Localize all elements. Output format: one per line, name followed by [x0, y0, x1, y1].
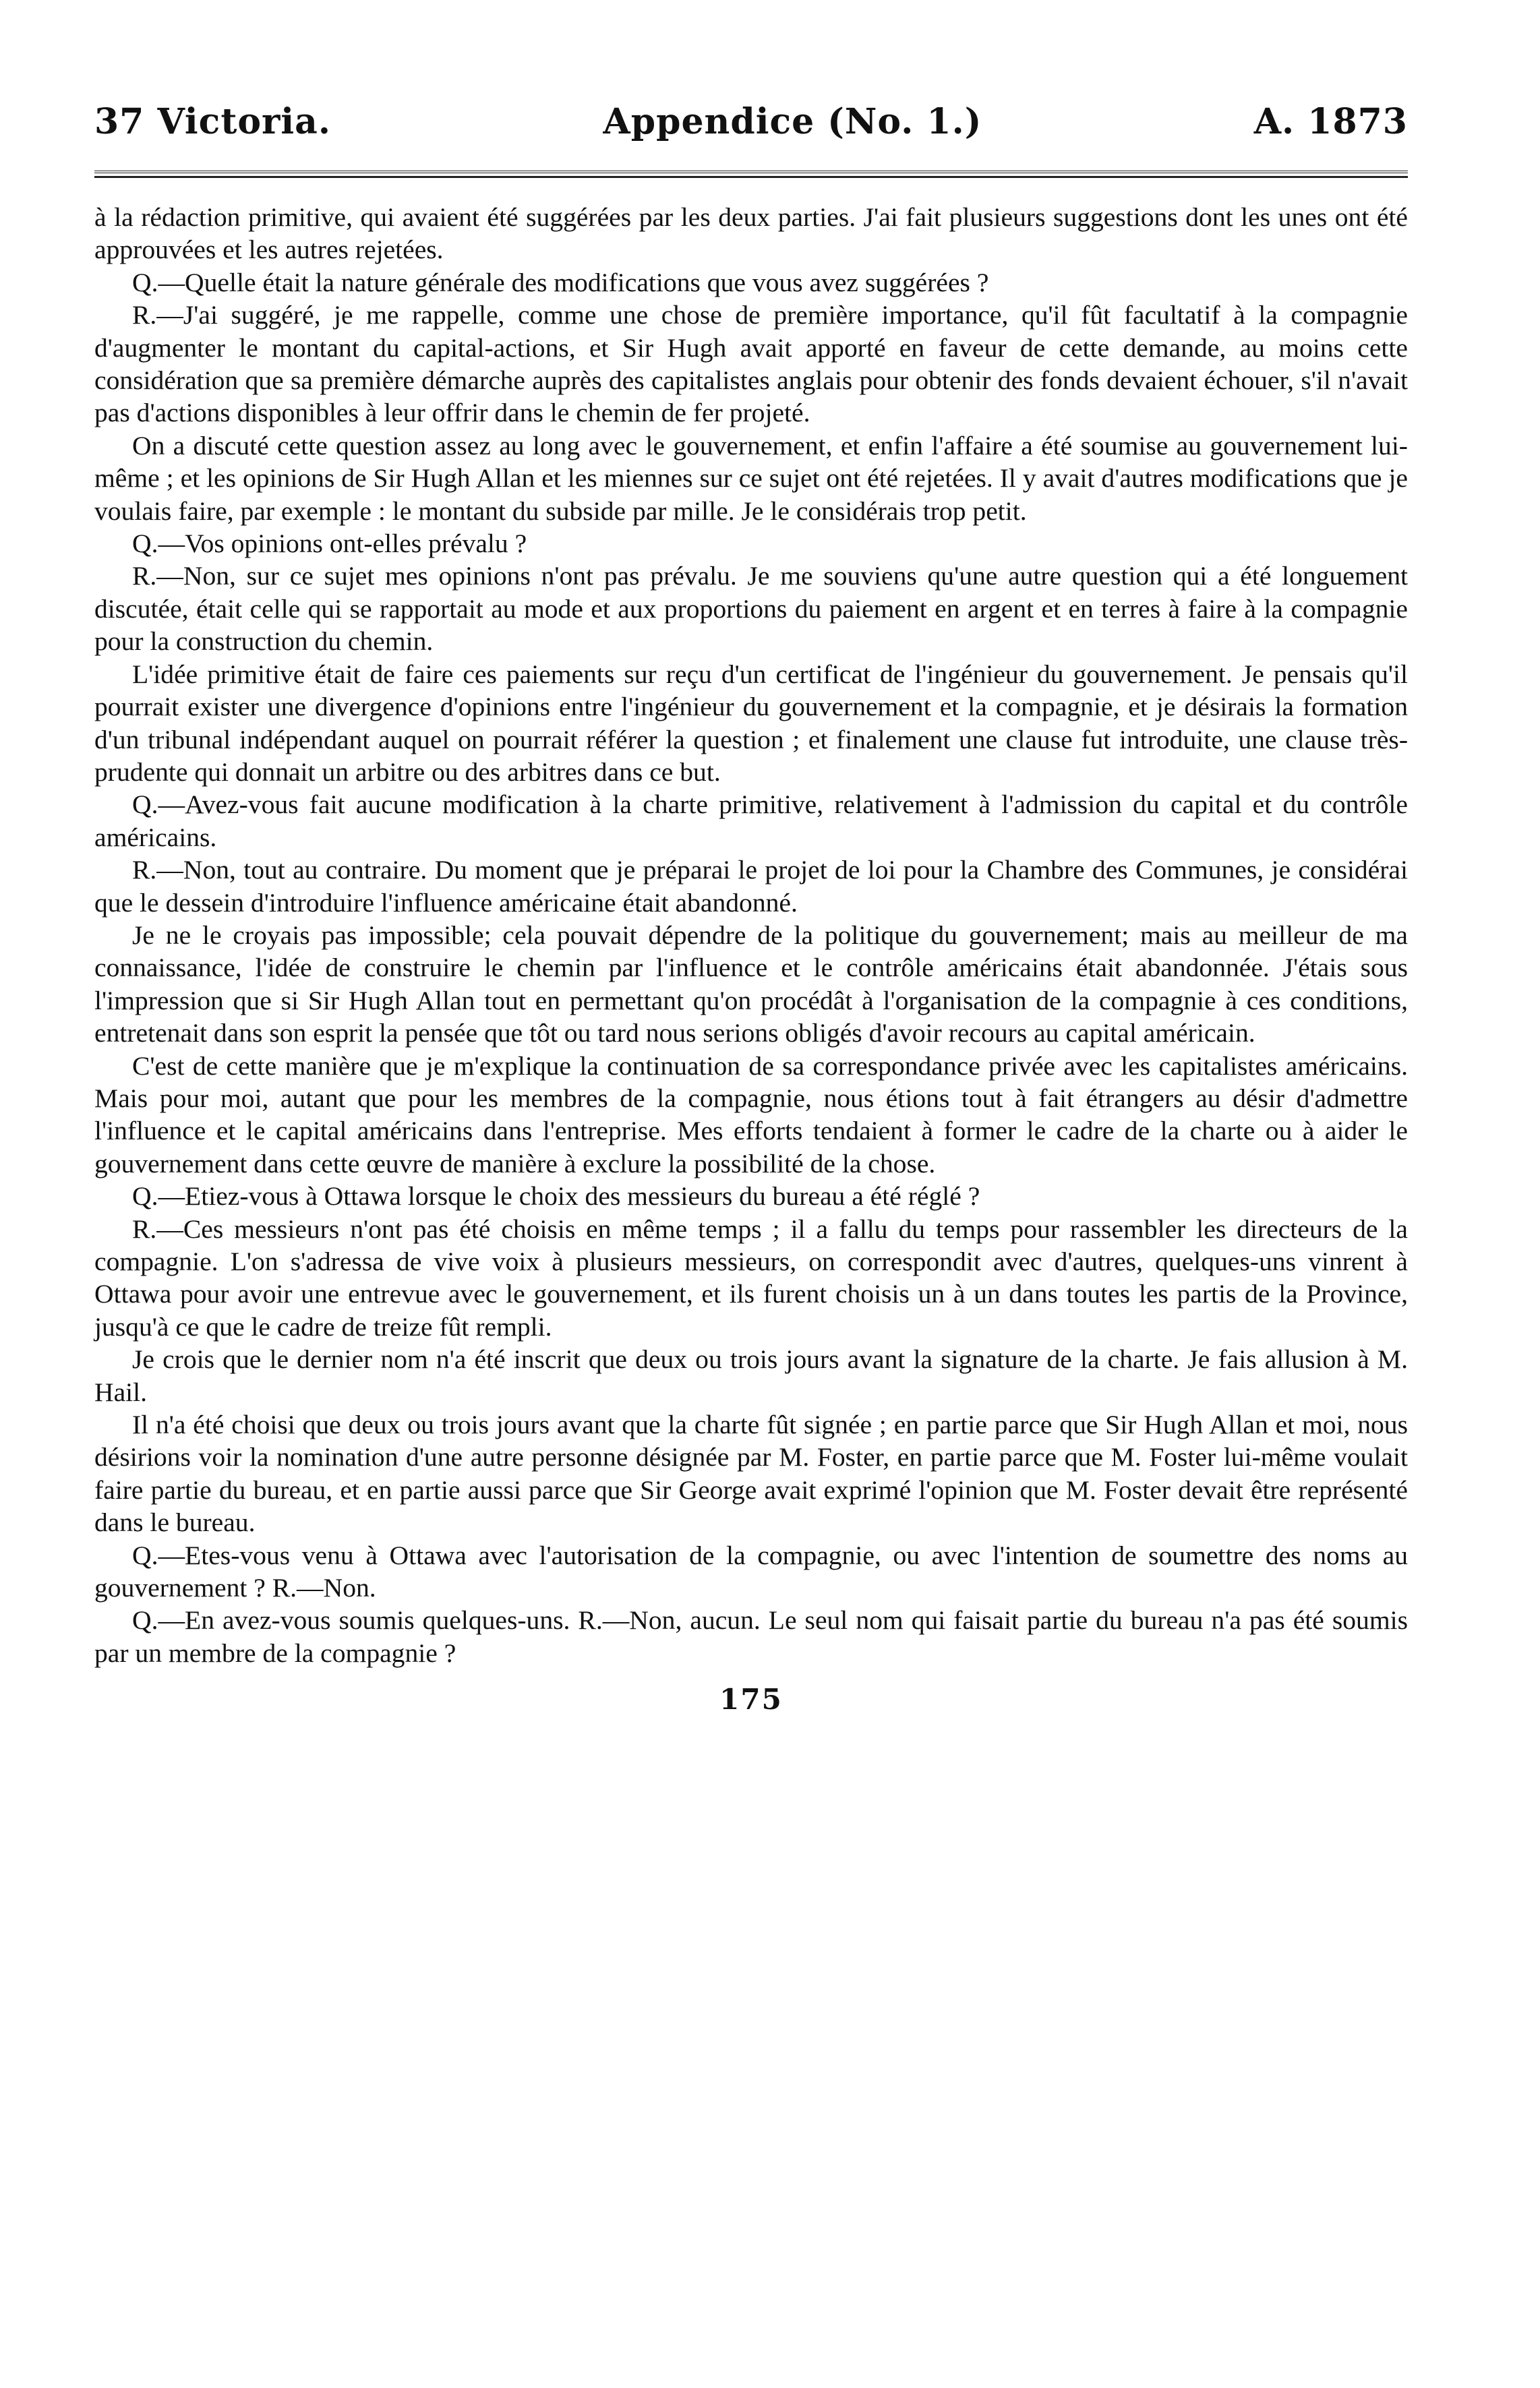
paragraph: R.—Non, sur ce sujet mes opinions n'ont pas prévalu. Je me souviens qu'une autre question qui a été longuement discutée, était celle qui se rapportait au mode et aux proportions du paiement en argent et en terres à faire à la compagnie pour la construction du chemin. [94, 561, 1408, 657]
header-year: A. 1873 [1253, 101, 1408, 142]
header-appendix: Appendice (No. 1.) [603, 101, 982, 142]
paragraph: Q.—Etiez-vous à Ottawa lorsque le choix des messieurs du bureau a été réglé ? [132, 1181, 980, 1212]
document-page [94, 101, 1408, 1716]
paragraph: Il n'a été choisi que deux ou trois jours avant que la charte fût signée ; en partie parce que Sir Hugh Allan et moi, nous désirions voir la nomination d'une autre personne désignée par M. Foster, en partie parce que M. Foster lui-même voulait faire partie du bureau, et en partie aussi parce que Sir George avait exprimé l'opinion que M. Foster devait être représenté dans le bureau. [94, 1410, 1408, 1538]
paragraph: On a discuté cette question assez au long avec le gouvernement, et enfin l'affaire a été soumise au gouvernement lui-même ; et les opinions de Sir Hugh Allan et les miennes sur ce sujet ont été rejetées. Il y avait d'autres modifications que je voulais faire, par exemple : le montant du subside par mille. Je le considérais trop petit. [94, 430, 1408, 526]
paragraph: Q.—Etes-vous venu à Ottawa avec l'autorisation de la compagnie, ou avec l'intention de soumettre des noms au gouvernement ? R.—Non. [94, 1540, 1408, 1603]
paragraph: C'est de cette manière que je m'explique la continuation de sa correspondance privée avec les capitalistes américains. Mais pour moi, autant que pour les membres de la compagnie, nous étions tout à fait étrangers au désir d'admettre l'influence et le capital américains dans l'entreprise. Mes efforts tendaient à former le cadre de la charte ou à aider le gouvernement dans cette œuvre de manière à exclure la possibilité de la chose. [94, 1050, 1408, 1178]
header-session: 37 Victoria. [94, 101, 331, 142]
paragraph: Q.—En avez-vous soumis quelques-uns. R.—Non, aucun. Le seul nom qui faisait partie du bureau n'a pas été soumis par un membre de la compagnie ? [94, 1605, 1408, 1668]
paragraph: Q.—Avez-vous fait aucune modification à la charte primitive, relativement à l'admission du capital et du contrôle américains. [94, 789, 1408, 852]
paragraph: L'idée primitive était de faire ces paiements sur reçu d'un certificat de l'ingénieur du gouvernement. Je pensais qu'il pourrait exister une divergence d'opinions entre l'ingénieur du gouvernement et la compagnie, et je désirais la formation d'un tribunal indépendant auquel on pourrait référer la question ; et finalement une clause fut introduite, une clause très-prudente qui donnait un arbitre ou des arbitres dans ce but. [94, 659, 1408, 787]
header-rule [94, 171, 1408, 178]
paragraph: Je crois que le dernier nom n'a été inscrit que deux ou trois jours avant la signature de la charte. Je fais allusion à M. Hail. [94, 1344, 1408, 1407]
page-header [94, 101, 1408, 142]
paragraph: R.—Ces messieurs n'ont pas été choisis en même temps ; il a fallu du temps pour rassembler les directeurs de la compagnie. L'on s'adressa de vive voix à plusieurs messieurs, on correspondit avec d'autres, quelques-uns vinrent à Ottawa pour avoir une entrevue avec le gouvernement, et ils furent choisis un à un dans toutes les partis de la Province, jusqu'à ce que le cadre de treize fût rempli. [94, 1214, 1408, 1342]
paragraph: Q.—Vos opinions ont-elles prévalu ? [132, 529, 527, 559]
paragraph: R.—J'ai suggéré, je me rappelle, comme une chose de première importance, qu'il fût facultatif à la compagnie d'augmenter le montant du capital-actions, et Sir Hugh avait apporté en faveur de cette demande, au moins cette considération que sa première démarche auprès des capitalistes anglais pour obtenir des fonds devaient échouer, s'il n'avait pas d'actions disponibles à leur offrir dans le chemin de fer projeté. [94, 300, 1408, 428]
body-text [94, 201, 1408, 1669]
page-number: 175 [719, 1683, 783, 1717]
paragraph: Q.—Quelle était la nature générale des modifications que vous avez suggérées ? [132, 267, 989, 297]
paragraph: Je ne le croyais pas impossible; cela pouvait dépendre de la politique du gouvernement; mais au meilleur de ma connaissance, l'idée de construire le chemin par l'influence et le contrôle américains était abandonnée. J'étais sous l'impression que si Sir Hugh Allan tout en permettant qu'on procédât à l'organisation de la compagnie à ces conditions, entretenait dans son esprit la pensée que tôt ou tard nous serions obligés d'avoir recours au capital américain. [94, 920, 1408, 1048]
paragraph: R.—Non, tout au contraire. Du moment que je préparai le projet de loi pour la Chambre des Communes, je considérai que le dessein d'introduire l'influence américaine était abandonné. [94, 855, 1408, 918]
paragraph: à la rédaction primitive, qui avaient été suggérées par les deux parties. J'ai fait plusieurs suggestions dont les unes ont été approuvées et les autres rejetées. [94, 202, 1408, 265]
